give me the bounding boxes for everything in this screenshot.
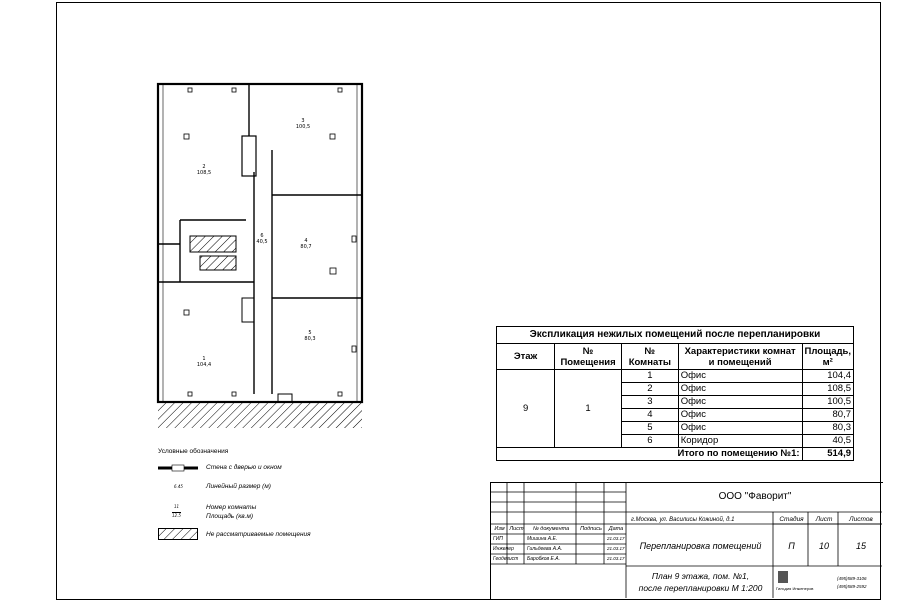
- type-cell: Офис: [678, 422, 802, 435]
- company-name: ООО "Фаворит": [718, 491, 792, 502]
- legend-not-considered-label: Не рассматриваемые помещения: [206, 531, 311, 538]
- project-title: Перепланировка помещений: [639, 541, 762, 551]
- room-5-area: 80,3: [304, 336, 316, 342]
- area-cell: 40,5: [802, 435, 853, 448]
- room-cell: 4: [621, 409, 678, 422]
- col-header-date: Дата: [608, 526, 624, 532]
- person-name: Баробков Е.А.: [527, 556, 560, 562]
- total-value: 514,9: [802, 448, 853, 461]
- room-4-number: 4: [304, 238, 308, 244]
- room-cell: 1: [621, 370, 678, 383]
- stage-label: Стадия: [779, 516, 804, 523]
- area-cell: 104,4: [802, 370, 853, 383]
- person-date: 21.03.17: [607, 556, 625, 561]
- person-role: ГИП: [493, 536, 503, 542]
- explication-title: Экспликация нежилых помещений после перепланировки: [497, 327, 854, 344]
- room-1-number: 1: [202, 356, 206, 362]
- explication-table: [496, 326, 854, 461]
- col-header-sign: Подпись: [580, 526, 602, 532]
- legend-area-sample: 12.5: [172, 513, 181, 518]
- table-row: [497, 370, 854, 383]
- room-cell: 5: [621, 422, 678, 435]
- room-cell: 3: [621, 396, 678, 409]
- col-floor: Этаж: [497, 344, 555, 370]
- floor-cell: 9: [497, 370, 555, 448]
- type-cell: Офис: [678, 383, 802, 396]
- room-3-number: 3: [301, 118, 305, 124]
- person-role: Геодезист: [493, 556, 519, 562]
- sheets-value: 15: [855, 541, 866, 551]
- person-date: 21.03.17: [607, 536, 625, 541]
- col-room: № Комнаты: [621, 344, 678, 370]
- legend-room-number-label: Номер комнаты: [206, 504, 257, 511]
- legend-room-no-sample: 11: [174, 504, 180, 509]
- person-name: Гильдеева А.А.: [527, 546, 563, 552]
- area-cell: 80,3: [802, 422, 853, 435]
- room-6-number: 6: [260, 233, 264, 239]
- type-cell: Офис: [678, 370, 802, 383]
- address: г.Москва, ул. Василисы Кожиной, д.1: [631, 517, 735, 523]
- premise-cell: 1: [555, 370, 622, 448]
- room-3-area: 100,5: [295, 124, 311, 130]
- type-cell: Коридор: [678, 435, 802, 448]
- legend-area-label: Площадь (кв.м): [206, 513, 254, 520]
- person-date: 21.03.17: [607, 546, 625, 551]
- phone-1: (495)589-3106: [837, 576, 867, 581]
- legend-size-sample: 6.45: [174, 484, 183, 489]
- room-cell: 2: [621, 383, 678, 396]
- phone-2: (495)589-2592: [837, 584, 867, 589]
- legend-title: Условные обозначения: [158, 448, 229, 455]
- legend-size-label: Линейный размер (м): [206, 483, 271, 490]
- title-block: [490, 482, 883, 599]
- col-area: Площадь, м²: [802, 344, 853, 370]
- sheets-label: Листов: [849, 516, 873, 523]
- col-type: Характеристики комнат и помещений: [678, 344, 802, 370]
- stage-value: П: [788, 541, 795, 551]
- legend-wall-label: Стена с дверью и окном: [206, 464, 282, 471]
- room-5-number: 5: [308, 330, 312, 336]
- type-cell: Офис: [678, 409, 802, 422]
- sheet-label: Лист: [815, 516, 833, 523]
- area-cell: 100,5: [802, 396, 853, 409]
- hatch-symbol-icon: [158, 528, 198, 540]
- drawing-title-line1: План 9 этажа, пом. №1,: [651, 571, 750, 581]
- drawing-title-line2: после перепланировки М 1:200: [638, 583, 763, 593]
- person-role: Инженер: [493, 546, 514, 552]
- col-header-list: Лист: [509, 526, 524, 532]
- type-cell: Офис: [678, 396, 802, 409]
- room-1-area: 104,4: [196, 362, 212, 368]
- room-2-area: 108,5: [196, 170, 212, 176]
- sheet-value: 10: [818, 541, 829, 551]
- total-label: Итого по помещению №1:: [497, 448, 803, 461]
- logo-icon: [778, 571, 788, 583]
- room-cell: 6: [621, 435, 678, 448]
- room-4-area: 80,7: [300, 244, 312, 250]
- person-name: Мишина А.Е.: [527, 536, 558, 542]
- room-2-number: 2: [202, 164, 206, 170]
- col-header-izm: Изм: [494, 526, 505, 532]
- col-header-doc: № документа: [532, 526, 570, 532]
- total-row: [497, 448, 854, 461]
- room-6-area: 40,5: [256, 239, 268, 245]
- area-cell: 108,5: [802, 383, 853, 396]
- area-cell: 80,7: [802, 409, 853, 422]
- wall-symbol-icon: [158, 463, 198, 473]
- logo-text: Гильдия Инженеров: [776, 586, 814, 591]
- col-premise: № Помещения: [555, 344, 622, 370]
